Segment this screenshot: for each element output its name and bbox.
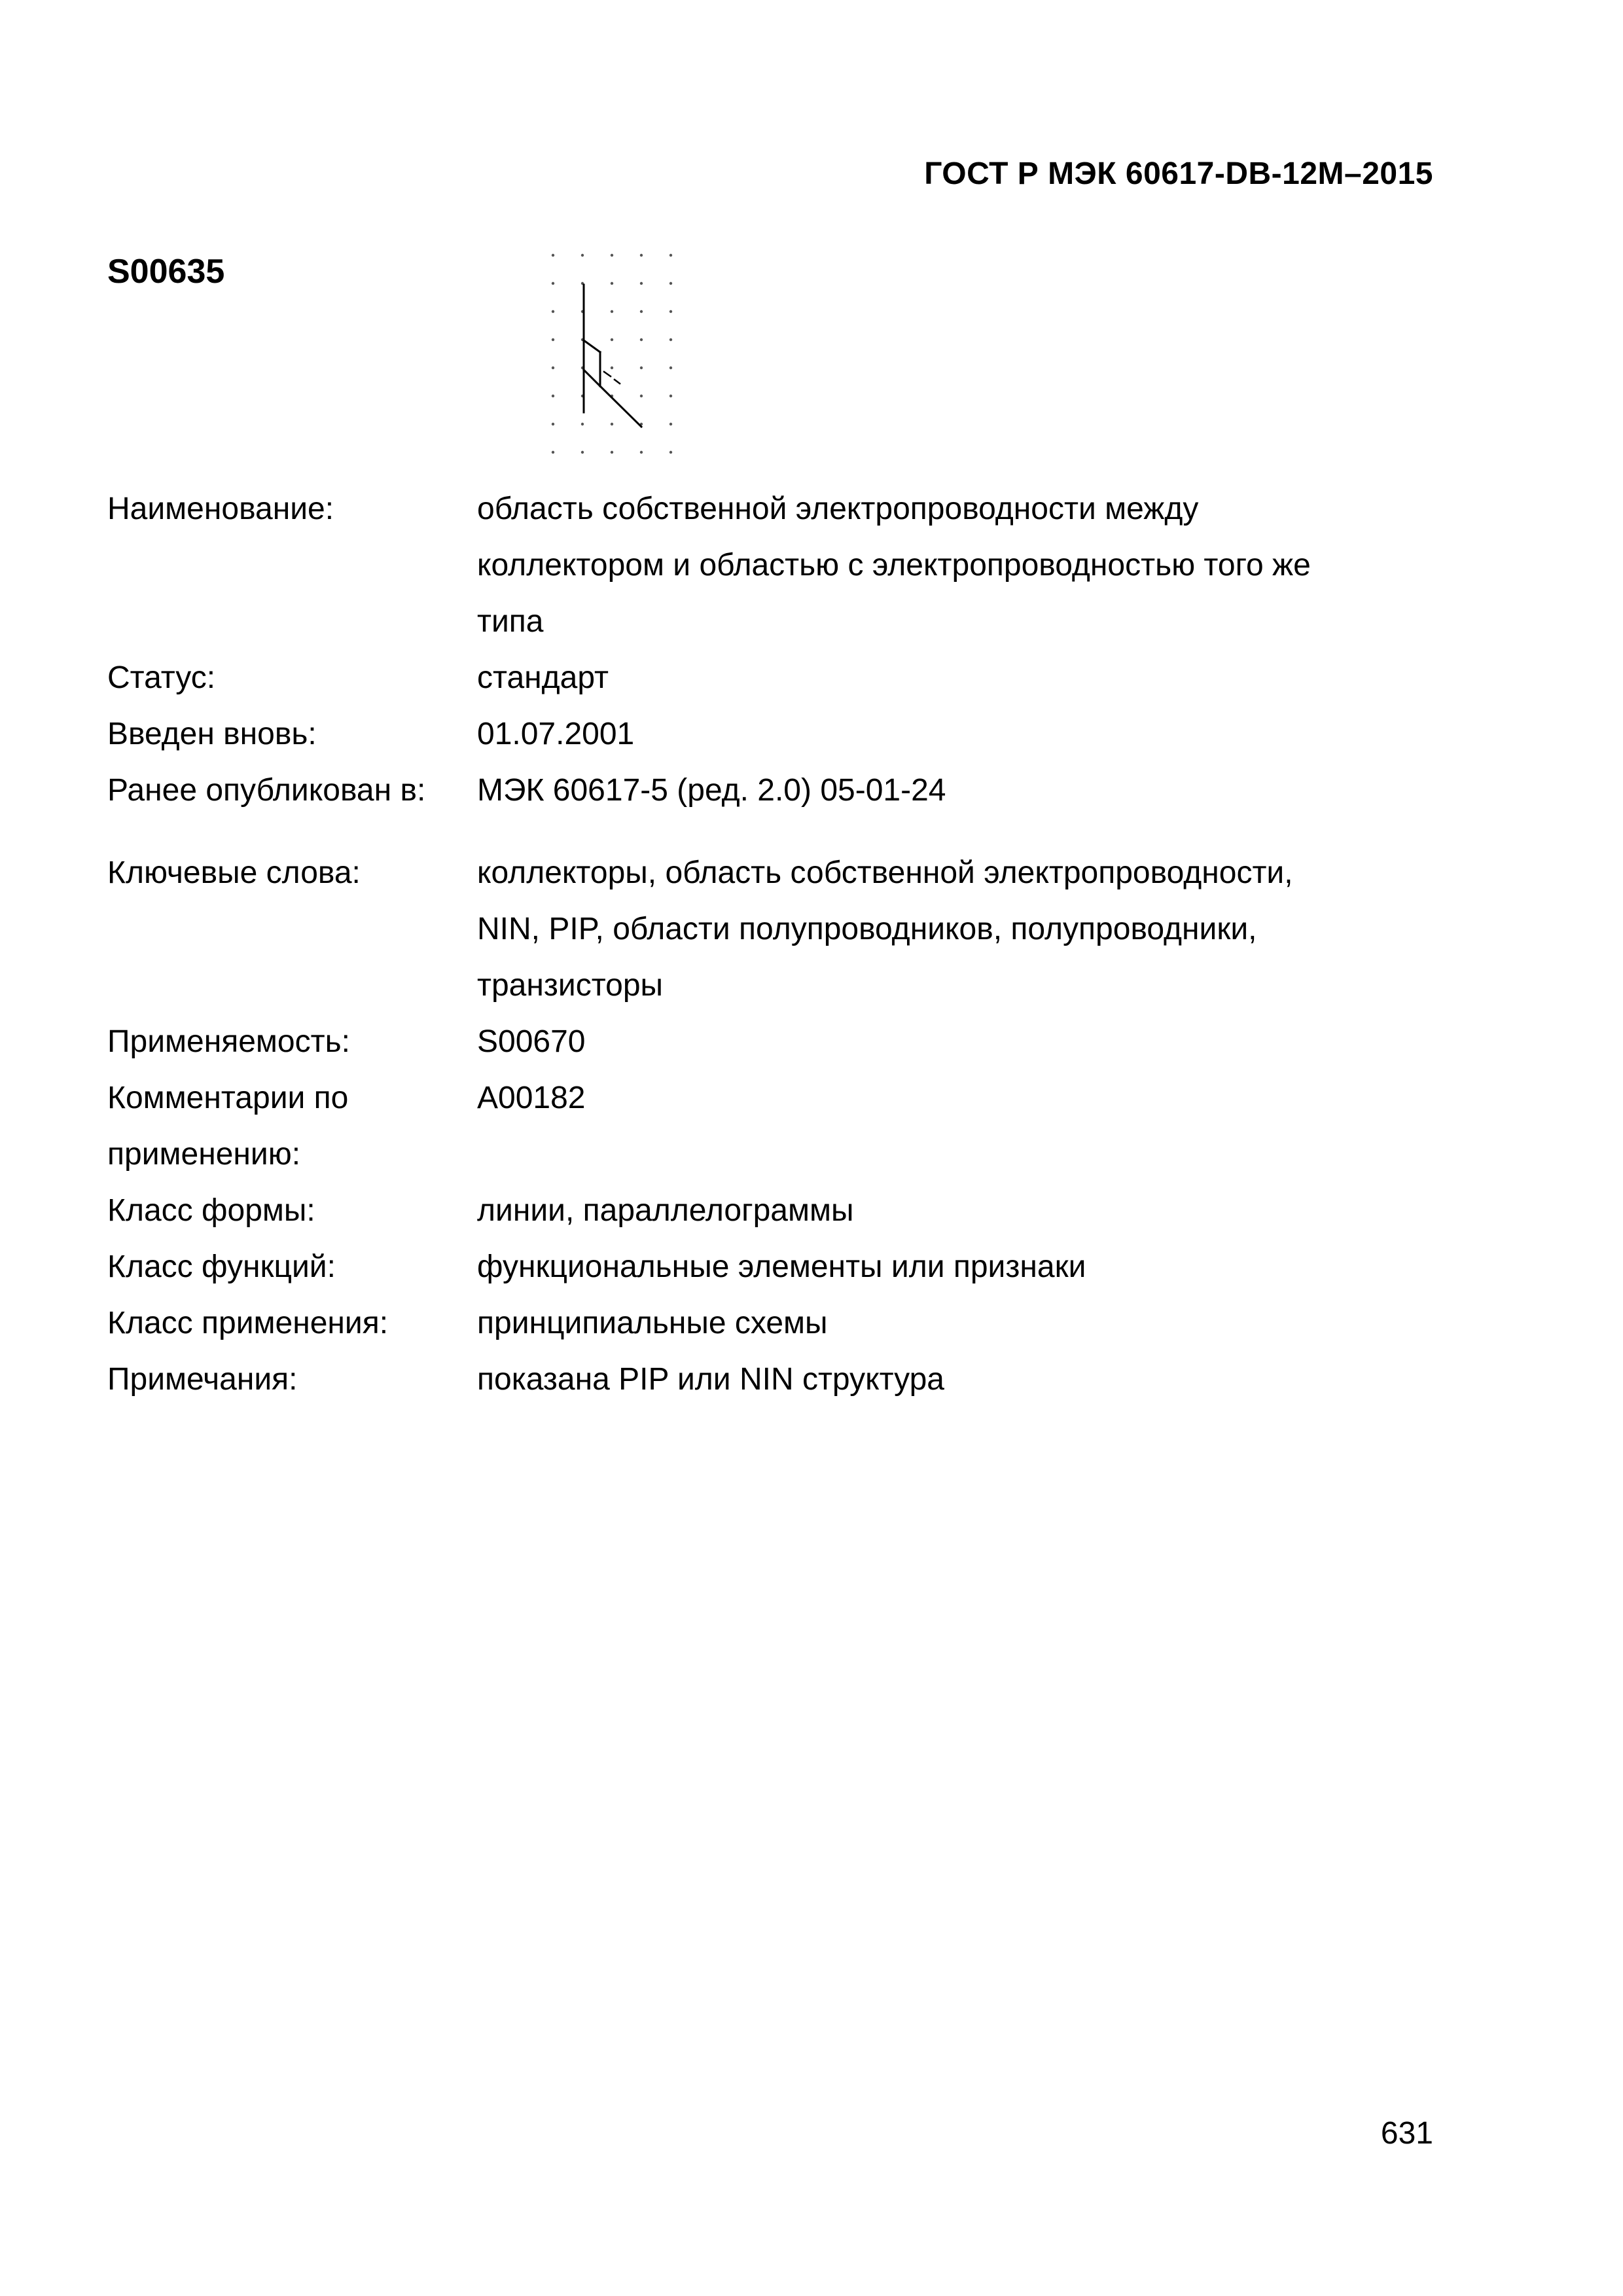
grid-dot bbox=[640, 254, 643, 257]
grid-dot bbox=[640, 338, 643, 341]
grid-dot bbox=[669, 310, 672, 313]
field-label: Класс функций: bbox=[107, 1249, 336, 1284]
field-value: функциональные элементы или признаки bbox=[477, 1249, 1086, 1284]
field-value: принципиальные схемы bbox=[477, 1306, 828, 1340]
grid-dot bbox=[611, 254, 613, 257]
field-value: 01.07.2001 bbox=[477, 717, 635, 751]
field-value: показана PIP или NIN структура bbox=[477, 1362, 944, 1397]
grid-dot bbox=[552, 451, 554, 454]
grid-dot bbox=[581, 451, 584, 454]
field-value: коллекторы, область собственной электропроводности, NIN, PIP, области полупроводников, полупроводники, транзисторы bbox=[477, 855, 1293, 1003]
field-keywords bbox=[107, 845, 1351, 1014]
grid-dot bbox=[552, 310, 554, 313]
field-value: линии, параллелограммы bbox=[477, 1193, 854, 1228]
field-label: Ключевые слова: bbox=[107, 855, 361, 890]
semiconductor-symbol-icon bbox=[546, 249, 684, 458]
field-label: Класс применения: bbox=[107, 1306, 389, 1340]
field-previously-published bbox=[107, 762, 1351, 819]
grid-dot bbox=[640, 395, 643, 397]
field-value: S00670 bbox=[477, 1024, 586, 1059]
field-label: Наименование: bbox=[107, 492, 334, 526]
grid-dot bbox=[611, 423, 613, 425]
grid-dot bbox=[581, 423, 584, 425]
field-function-class bbox=[107, 1239, 1351, 1295]
field-introduced bbox=[107, 706, 1351, 762]
symbol-properties bbox=[107, 481, 1351, 1408]
field-value: стандарт bbox=[477, 660, 609, 695]
grid-dot bbox=[611, 310, 613, 313]
grid-dot bbox=[552, 282, 554, 285]
field-label: Примечания: bbox=[107, 1362, 298, 1397]
field-label: Статус: bbox=[107, 660, 216, 695]
grid-dot bbox=[669, 423, 672, 425]
field-label: Комментарии по применению: bbox=[107, 1081, 349, 1172]
grid-dot bbox=[640, 451, 643, 454]
grid-dot bbox=[669, 395, 672, 397]
grid-dot bbox=[669, 338, 672, 341]
field-status bbox=[107, 650, 1351, 706]
grid-dot bbox=[640, 310, 643, 313]
grid-dot bbox=[669, 282, 672, 285]
grid-dot bbox=[611, 338, 613, 341]
grid-dot bbox=[669, 451, 672, 454]
grid-dot bbox=[611, 451, 613, 454]
grid-dot bbox=[552, 423, 554, 425]
grid-dot bbox=[552, 367, 554, 369]
field-label: Применяемость: bbox=[107, 1024, 350, 1059]
symbol-code: S00635 bbox=[107, 253, 225, 291]
grid-dot bbox=[611, 367, 613, 369]
field-value: МЭК 60617-5 (ред. 2.0) 05-01-24 bbox=[477, 773, 946, 808]
grid-dot bbox=[669, 367, 672, 369]
field-applicability bbox=[107, 1014, 1351, 1070]
field-shape-class bbox=[107, 1183, 1351, 1239]
grid-dot bbox=[552, 395, 554, 397]
grid-dot bbox=[581, 254, 584, 257]
field-application-notes bbox=[107, 1070, 1351, 1183]
field-notes bbox=[107, 1352, 1351, 1408]
field-label: Класс формы: bbox=[107, 1193, 315, 1228]
page-number: 631 bbox=[1380, 2116, 1433, 2151]
grid-dot bbox=[669, 254, 672, 257]
document-standard-id: ГОСТ Р МЭК 60617-DB-12M–2015 bbox=[924, 156, 1433, 191]
field-name bbox=[107, 481, 1351, 650]
grid-dot bbox=[611, 282, 613, 285]
field-value: A00182 bbox=[477, 1081, 586, 1115]
field-label: Введен вновь: bbox=[107, 717, 317, 751]
field-application-class bbox=[107, 1295, 1351, 1352]
grid-dot bbox=[640, 367, 643, 369]
grid-dot bbox=[552, 338, 554, 341]
grid-dot bbox=[640, 282, 643, 285]
field-label: Ранее опубликован в: bbox=[107, 773, 426, 808]
field-value: область собственной электропроводности между коллектором и областью с электропроводностью того же типа bbox=[477, 492, 1311, 639]
grid-dot bbox=[552, 254, 554, 257]
